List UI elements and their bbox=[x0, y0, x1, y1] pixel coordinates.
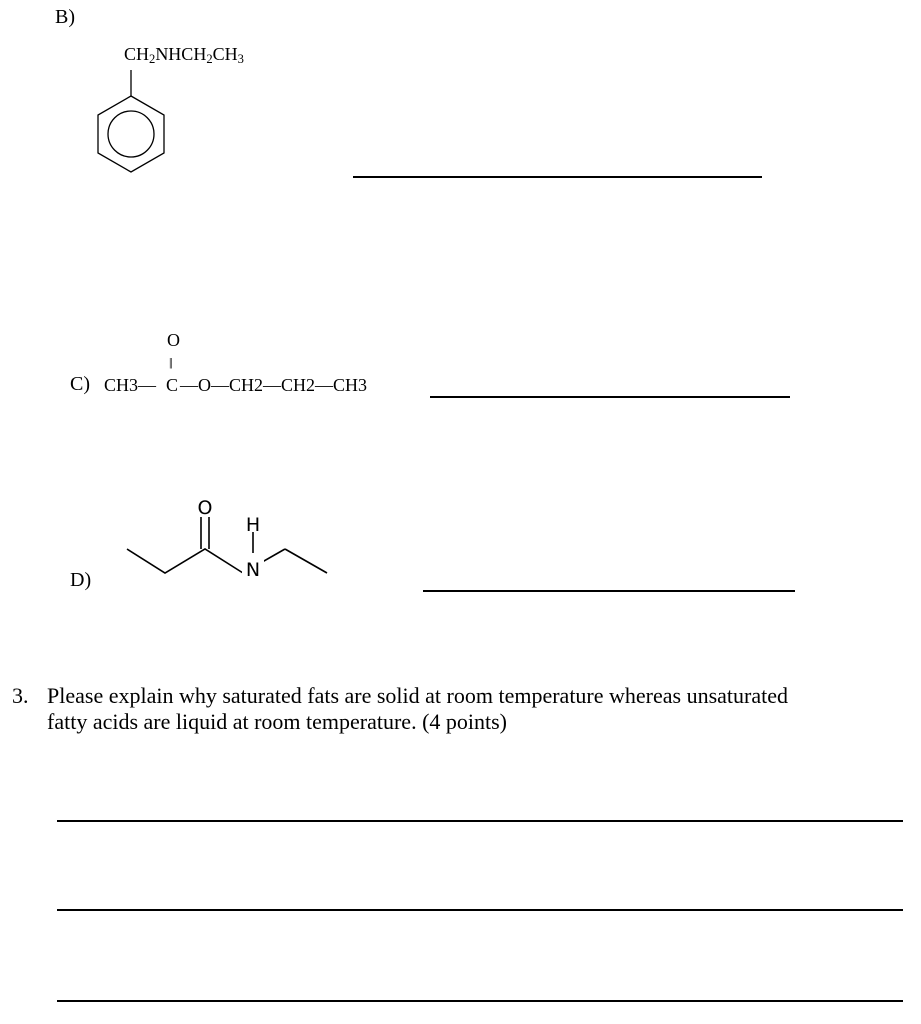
part-c-ester-chain: —O—CH2—CH2—CH3 bbox=[180, 375, 368, 395]
part-d-hydrogen: H bbox=[245, 514, 261, 536]
question-3-line-2: fatty acids are liquid at room temperature. (4 points) bbox=[47, 709, 508, 734]
part-c-carbon: C bbox=[166, 375, 179, 395]
question-3-answer-line-1[interactable] bbox=[57, 820, 903, 822]
part-b-label: B) bbox=[55, 6, 75, 28]
question-3-number: 3. bbox=[12, 683, 29, 708]
question-3-line-1: Please explain why saturated fats are solid at room temperature whereas unsaturated bbox=[47, 683, 788, 708]
part-d-nitrogen: N bbox=[245, 559, 261, 581]
part-c-ch3-left: CH3— bbox=[104, 375, 157, 395]
part-c-oxygen: O bbox=[167, 330, 180, 350]
question-3-answer-line-2[interactable] bbox=[57, 909, 903, 911]
part-d-label: D) bbox=[70, 569, 92, 591]
part-c-double-bond: || bbox=[169, 355, 172, 369]
part-d-oxygen: O bbox=[197, 497, 213, 519]
part-b-formula: $CH_2NHCH_2CH_3$ bbox=[124, 44, 244, 66]
part-c-label: C) bbox=[70, 373, 90, 395]
part-d-answer-line[interactable] bbox=[423, 590, 795, 592]
question-3-answer-line-3[interactable] bbox=[57, 1000, 903, 1002]
